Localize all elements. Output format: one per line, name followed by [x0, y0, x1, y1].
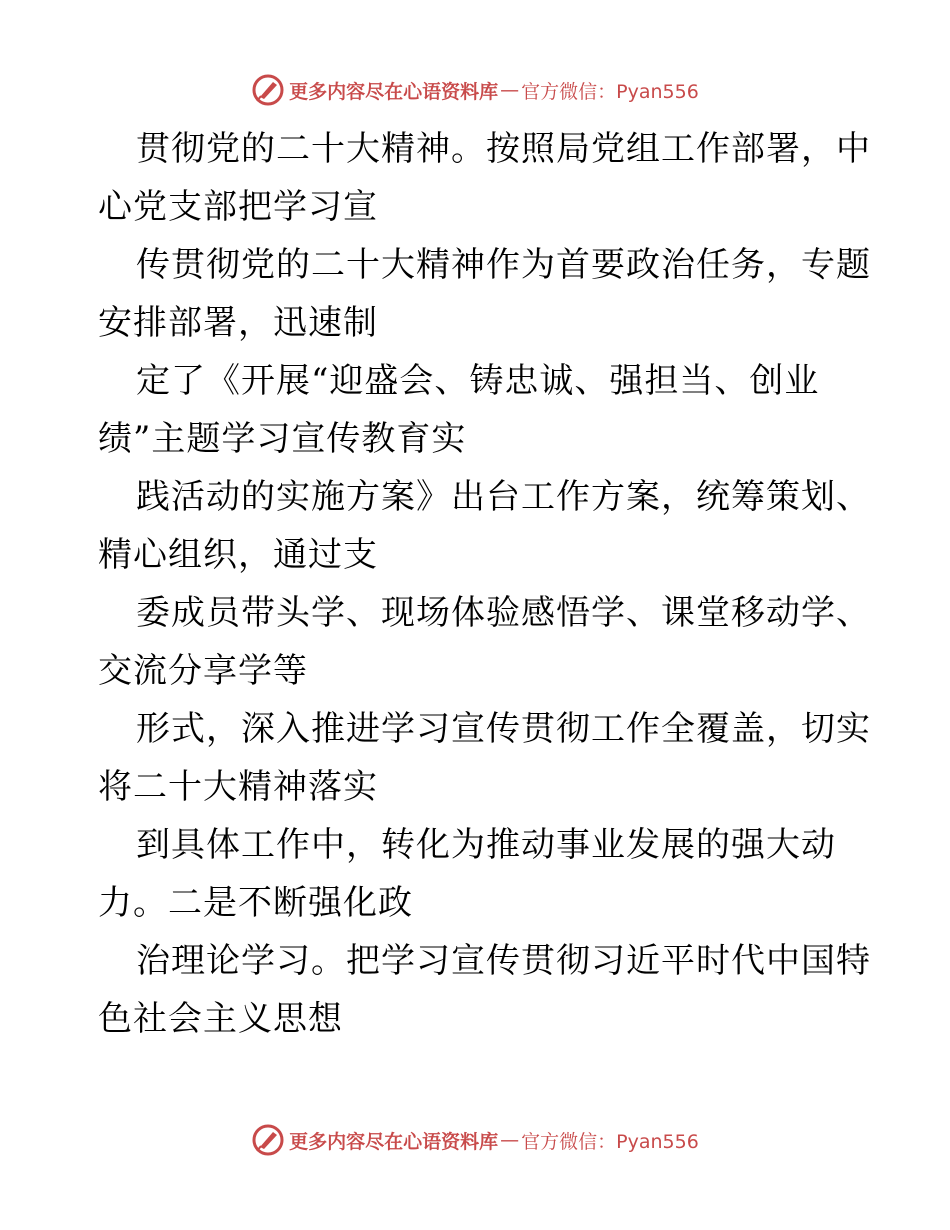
- body-line: 治理论学习。把学习宣传贯彻习近平时代中国特: [136, 941, 871, 981]
- quill-pen-logo-icon: [251, 1123, 285, 1157]
- body-line: 传贯彻党的二十大精神作为首要政治任务，专题: [136, 245, 871, 285]
- body-line: 委成员带头学、现场体验感悟学、课堂移动学、: [136, 593, 871, 633]
- header-wechat-text: 官方微信：Pyan556: [521, 80, 699, 103]
- body-line: 心党支部把学习宣: [98, 187, 378, 227]
- body-line: 安排部署，迅速制: [98, 303, 378, 343]
- body-line: 定了《开展“迎盛会、铸忠诚、强担当、创业: [136, 361, 820, 401]
- body-line: 形式，深入推进学习宣传贯彻工作全覆盖，切实: [136, 709, 871, 749]
- footer-wechat-text: 官方微信：Pyan556: [521, 1130, 699, 1153]
- footer-separator: —: [500, 1129, 520, 1151]
- body-line: 力。二是不断强化政: [98, 883, 413, 923]
- body-line: 绩”主题学习宣传教育实: [98, 419, 467, 459]
- body-line: 交流分享学等: [98, 651, 308, 691]
- body-line: 到具体工作中，转化为推动事业发展的强大动: [136, 825, 836, 865]
- document-body: [98, 120, 888, 1048]
- header-brand-text: 更多内容尽在心语资料库: [289, 80, 499, 103]
- body-line: 践活动的实施方案》出台工作方案，统筹策划、: [136, 477, 871, 517]
- body-line: 贯彻党的二十大精神。按照局党组工作部署，中: [136, 129, 871, 169]
- body-line: 精心组织，通过支: [98, 535, 378, 575]
- body-line: 将二十大精神落实: [98, 767, 378, 807]
- quill-pen-logo-icon: [251, 73, 285, 107]
- body-line: 色社会主义思想: [98, 999, 343, 1039]
- header-banner: [0, 70, 950, 110]
- footer-banner: [0, 1120, 950, 1160]
- header-separator: —: [500, 79, 520, 101]
- footer-brand-text: 更多内容尽在心语资料库: [289, 1130, 499, 1153]
